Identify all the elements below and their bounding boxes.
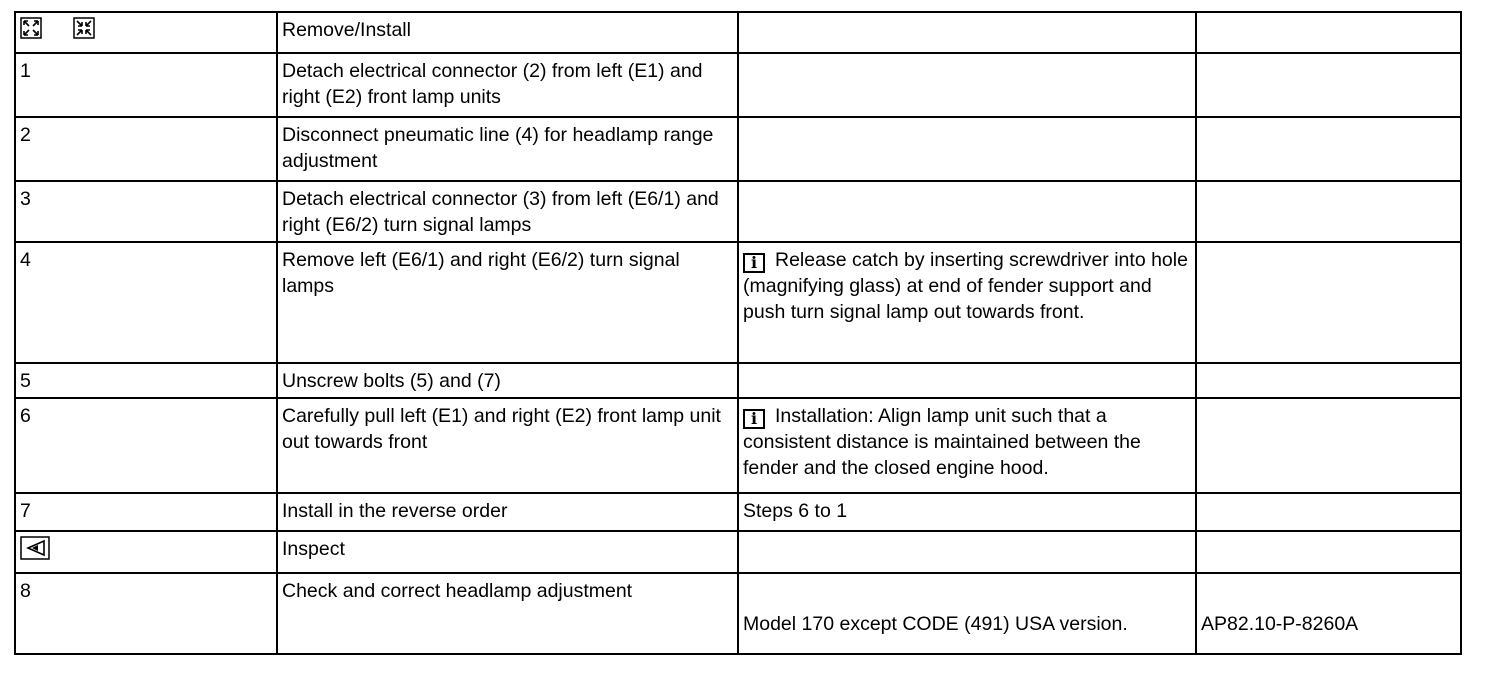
step-number: 1 (15, 53, 277, 117)
step-note-cell (738, 398, 1196, 493)
table-row (15, 242, 1461, 363)
step-ref (1196, 117, 1461, 181)
step-action: Carefully pull left (E1) and right (E2) front lamp unit out towards front (277, 398, 738, 493)
step-number: 6 (15, 398, 277, 493)
step-number: 4 (15, 242, 277, 363)
expand-arrows-icon[interactable] (20, 17, 42, 39)
step-note (738, 117, 1196, 181)
step-action: Check and correct headlamp adjustment (277, 573, 738, 654)
collapse-arrows-icon[interactable] (73, 17, 95, 39)
table-row (15, 53, 1461, 117)
step-ref (1196, 181, 1461, 242)
step-number: 2 (15, 117, 277, 181)
step-number: 3 (15, 181, 277, 242)
step-note-cell (738, 242, 1196, 363)
section-title: Remove/Install (277, 12, 738, 53)
info-icon[interactable]: i (743, 253, 765, 273)
table-row (15, 493, 1461, 531)
step-number: 5 (15, 363, 277, 398)
table-row (15, 363, 1461, 398)
table-row (15, 117, 1461, 181)
section-title: Inspect (277, 531, 738, 573)
section-header-row (15, 12, 1461, 53)
step-note (738, 181, 1196, 242)
step-ref (1196, 242, 1461, 363)
step-note (738, 363, 1196, 398)
table-row (15, 573, 1461, 654)
step-action: Install in the reverse order (277, 493, 738, 531)
step-action: Detach electrical connector (2) from left (E1) and right (E2) front lamp units (277, 53, 738, 117)
table-row (15, 181, 1461, 242)
step-note: Installation: Align lamp unit such that a consistent distance is maintained between the fender and the closed engine hood. (743, 405, 1141, 479)
step-note: Release catch by inserting screwdriver into hole (magnifying glass) at end of fender support and push turn signal lamp out towards front. (743, 249, 1188, 323)
step-action: Remove left (E6/1) and right (E6/2) turn signal lamps (277, 242, 738, 363)
step-ref-link[interactable]: AP82.10-P-8260A (1196, 573, 1461, 654)
step-number: 8 (15, 573, 277, 654)
step-action: Unscrew bolts (5) and (7) (277, 363, 738, 398)
step-note: Steps 6 to 1 (738, 493, 1196, 531)
inspect-triangle-icon[interactable] (20, 536, 50, 560)
header-icon-cell (15, 12, 277, 53)
procedure-table (14, 11, 1462, 655)
info-icon[interactable]: i (743, 409, 765, 429)
step-ref (1196, 53, 1461, 117)
step-ref (1196, 398, 1461, 493)
step-number: 7 (15, 493, 277, 531)
step-ref (1196, 493, 1461, 531)
step-ref (1196, 363, 1461, 398)
inspect-icon-cell (15, 531, 277, 573)
table-row (15, 398, 1461, 493)
step-action: Detach electrical connector (3) from left (E6/1) and right (E6/2) turn signal lamps (277, 181, 738, 242)
step-note (738, 53, 1196, 117)
section-header-row (15, 531, 1461, 573)
step-note: Model 170 except CODE (491) USA version. (738, 573, 1196, 654)
step-action: Disconnect pneumatic line (4) for headlamp range adjustment (277, 117, 738, 181)
